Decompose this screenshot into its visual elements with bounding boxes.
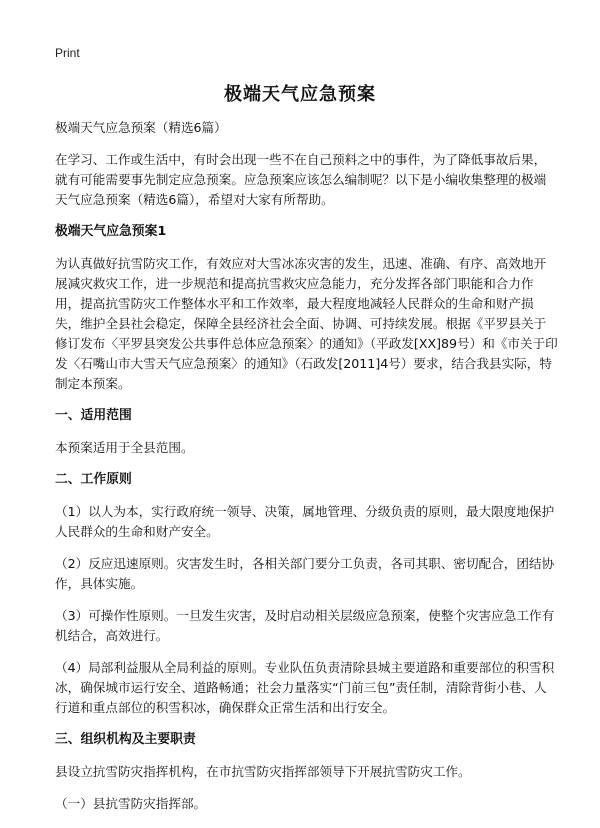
document-subtitle: 极端天气应急预案（精选6篇）: [55, 120, 227, 135]
scope-paragraph: 本预案适用于全县范围。: [55, 440, 194, 455]
page-title: 极端天气应急预案: [224, 84, 376, 105]
scope-heading: 一、适用范围: [55, 408, 132, 423]
organization-item: （一）县抗雪防灾指挥部。: [55, 796, 207, 811]
principles-heading: 二、工作原则: [55, 472, 132, 487]
document-body: [55, 118, 558, 826]
principle-item: （1）以人为本，实行政府统一领导、决策，属地管理、分级负责的原则，最大限度地保护人民群众的生命和财产安全。: [55, 504, 555, 539]
organization-heading: 三、组织机构及主要职责: [55, 732, 196, 747]
organization-paragraph: 县设立抗雪防灾指挥机构，在市抗雪防灾指挥部领导下开展抗雪防灾工作。: [55, 764, 471, 779]
principle-item: （2）反应迅速原则。灾害发生时，各相关部门要分工负责，各司其职、密切配合，团结协作，具体实施。: [55, 556, 555, 591]
principle-item: （4）局部利益服从全局利益的原则。专业队伍负责清除县城主要道路和重要部位的积雪积冰，确保城市运行安全、道路畅通；社会力量落实“门前三包”责任制，清除背街小巷、人行道和重点部位的积雪积冰，确保群众正常生活和出行安全。: [55, 660, 555, 715]
section-heading: 极端天气应急预案1: [55, 224, 167, 239]
intro-paragraph: 在学习、工作或生活中，有时会出现一些不在自己预料之中的事件，为了降低事故后果，就有可能需要事先制定应急预案。应急预案应该怎么编制呢？以下是小编收集整理的极端天气应急预案（精选6篇），希望对大家有所帮助。: [55, 152, 547, 207]
principle-item: （3）可操作性原则。一旦发生灾害，及时启动相关层级应急预案，使整个灾害应急工作有机结合，高效进行。: [55, 608, 555, 643]
section-paragraph: 为认真做好抗雪防灾工作，有效应对大雪冰冻灾害的发生，迅速、准确、有序、高效地开展减灾救灾工作，进一步规范和提高抗雪救灾应急能力，充分发挥各部门职能和合力作用，提高抗雪防灾工作整体水平和工作效率，最大程度地减轻人民群众的生命和财产损失，维护全县社会稳定，保障全县经济社会全面、协调、可持续发展。根据《平罗县关于修订发布〈平罗县突发公共事件总体应急预案〉的通知》（平政发[XX]89号）和《市关于印发〈石嘴山市大雪天气应急预案〉的通知》（石政发[2011]4号）要求，结合我县实际，特制定本预案。: [55, 256, 558, 391]
print-link[interactable]: Print: [55, 46, 80, 60]
